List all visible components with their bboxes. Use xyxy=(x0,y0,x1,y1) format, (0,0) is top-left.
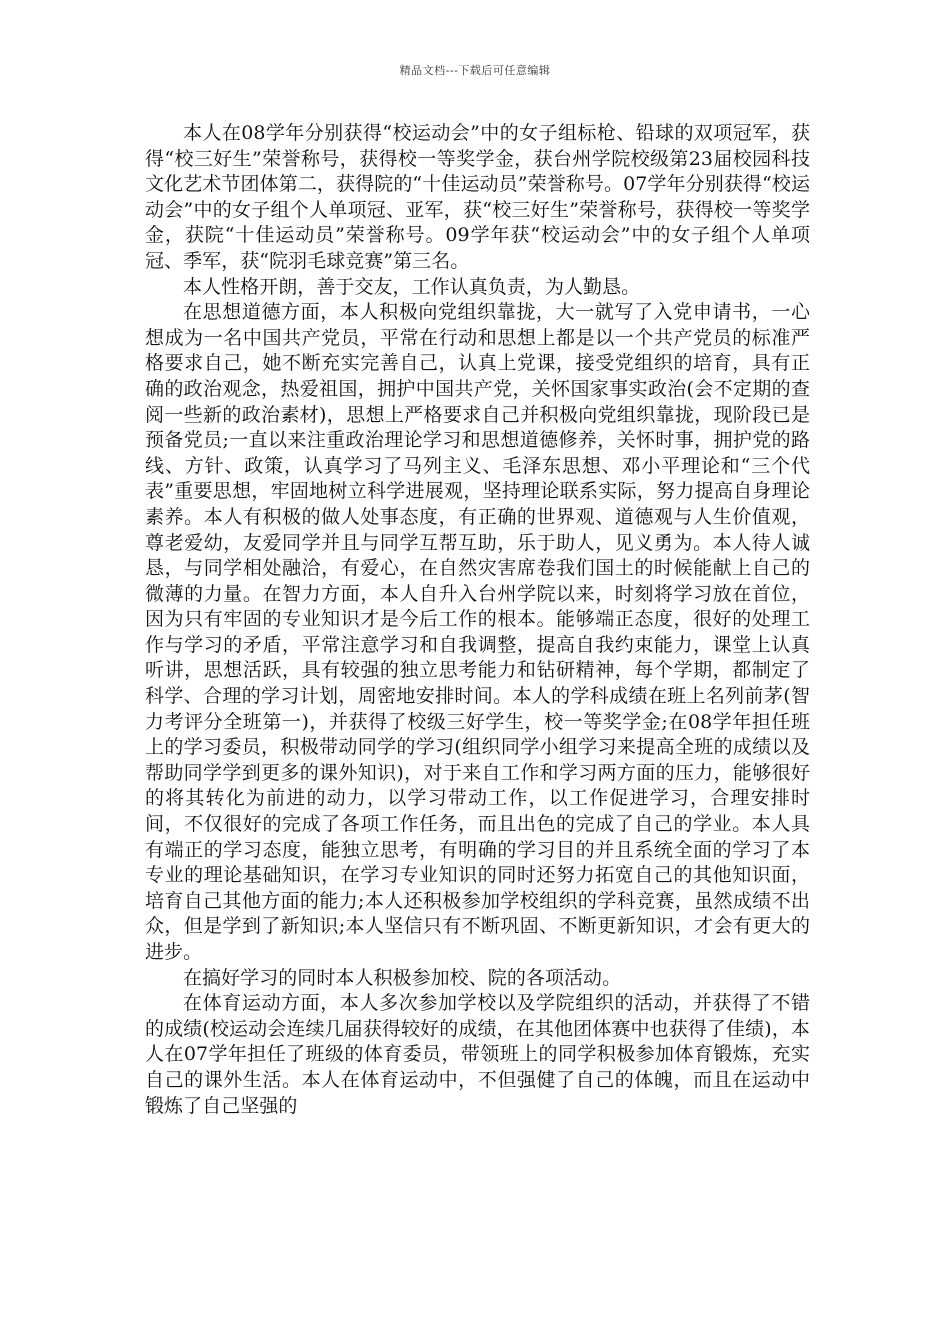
paragraph-sports: 在体育运动方面，本人多次参加学校以及学院组织的活动，并获得了不错的成绩(校运动会连续几届获得较好的成绩，在其他团体赛中也获得了佳绩)，本人在07学年担任了班级的体育委员，带领班上的同学积极参加体育锻炼，充实自己的课外生活。本人在体育运动中，不但强健了自己的体魄，而且在运动中锻炼了自己坚强的 xyxy=(145,992,810,1117)
paragraph-activities: 在搞好学习的同时本人积极参加校、院的各项活动。 xyxy=(183,966,622,989)
document-body xyxy=(145,121,810,1119)
paragraph-ideology-and-study: 在思想道德方面，本人积极向党组织靠拢，大一就写了入党申请书，一心想成为一名中国共产党员，平常在行动和思想上都是以一个共产党员的标准严格要求自己，她不断充实完善自己，认真上党课，接受党组织的培育，具有正确的政治观念，热爱祖国，拥护中国共产党，关怀国家事实政治(会不定期的查阅一些新的政治素材)，思想上严格要求自己并积极向党组织靠拢，现阶段已是预备党员;一直以来注重政治理论学习和思想道德修养，关怀时事，拥护党的路线、方针、政策，认真学习了马列主义、毛泽东思想、邓小平理论和“三个代表”重要思想，牢固地树立科学进展观，坚持理论联系实际，努力提高自身理论素养。本人有积极的做人处事态度，有正确的世界观、道德观与人生价值观，尊老爱幼，友爱同学并且与同学互帮互助，乐于助人，见义勇为。本人待人诚恳，与同学相处融洽，有爱心，在自然灾害席卷我们国土的时候能献上自己的微薄的力量。在智力方面，本人自升入台州学院以来，时刻将学习放在首位，因为只有牢固的专业知识才是今后工作的根本。能够端正态度，很好的处理工作与学习的矛盾，平常注意学习和自我调整，提高自我约束能力，课堂上认真听讲，思想活跃，具有较强的独立思考能力和钻研精神，每个学期，都制定了科学、合理的学习计划，周密地安排时间。本人的学科成绩在班上名列前茅(智力考评分全班第一)，并获得了校级三好学生，校一等奖学金;在08学年担任班上的学习委员，积极带动同学的学习(组织同学小组学习来提高全班的成绩以及帮助同学学到更多的课外知识)，对于来自工作和学习两方面的压力，能够很好的将其转化为前进的动力，以学习带动工作，以工作促进学习，合理安排时间，不仅很好的完成了各项工作任务，而且出色的完成了自己的学业。本人具有端正的学习态度，能独立思考，有明确的学习目的并且系统全面的学习了本专业的理论基础知识，在学习专业知识的同时还努力拓宽自己的其他知识面，培育自己其他方面的能力;本人还积极参加学校组织的学科竞赛，虽然成绩不出众，但是学到了新知识;本人坚信只有不断巩固、不断更新知识，才会有更大的进步。 xyxy=(145,301,810,963)
paragraph-personality: 本人性格开朗，善于交友，工作认真负责，为人勤恳。 xyxy=(183,275,641,298)
paragraph-awards: 本人在08学年分别获得“校运动会”中的女子组标枪、铅球的双项冠军，获得“校三好生”荣誉称号，获得校一等奖学金，获台州学院校级第23届校园科技文化艺术节团体第二，获得院的“十佳运动员”荣誉称号。07学年分别获得“校运动会”中的女子组个人单项冠、亚军，获“校三好生”荣誉称号，获得校一等奖学金，获院“十佳运动员”荣誉称号。09学年获“校运动会”中的女子组个人单项冠、季军，获“院羽毛球竞赛”第三名。 xyxy=(145,122,810,272)
page-header: 精品文档---下载后可任意编辑 xyxy=(399,64,551,77)
